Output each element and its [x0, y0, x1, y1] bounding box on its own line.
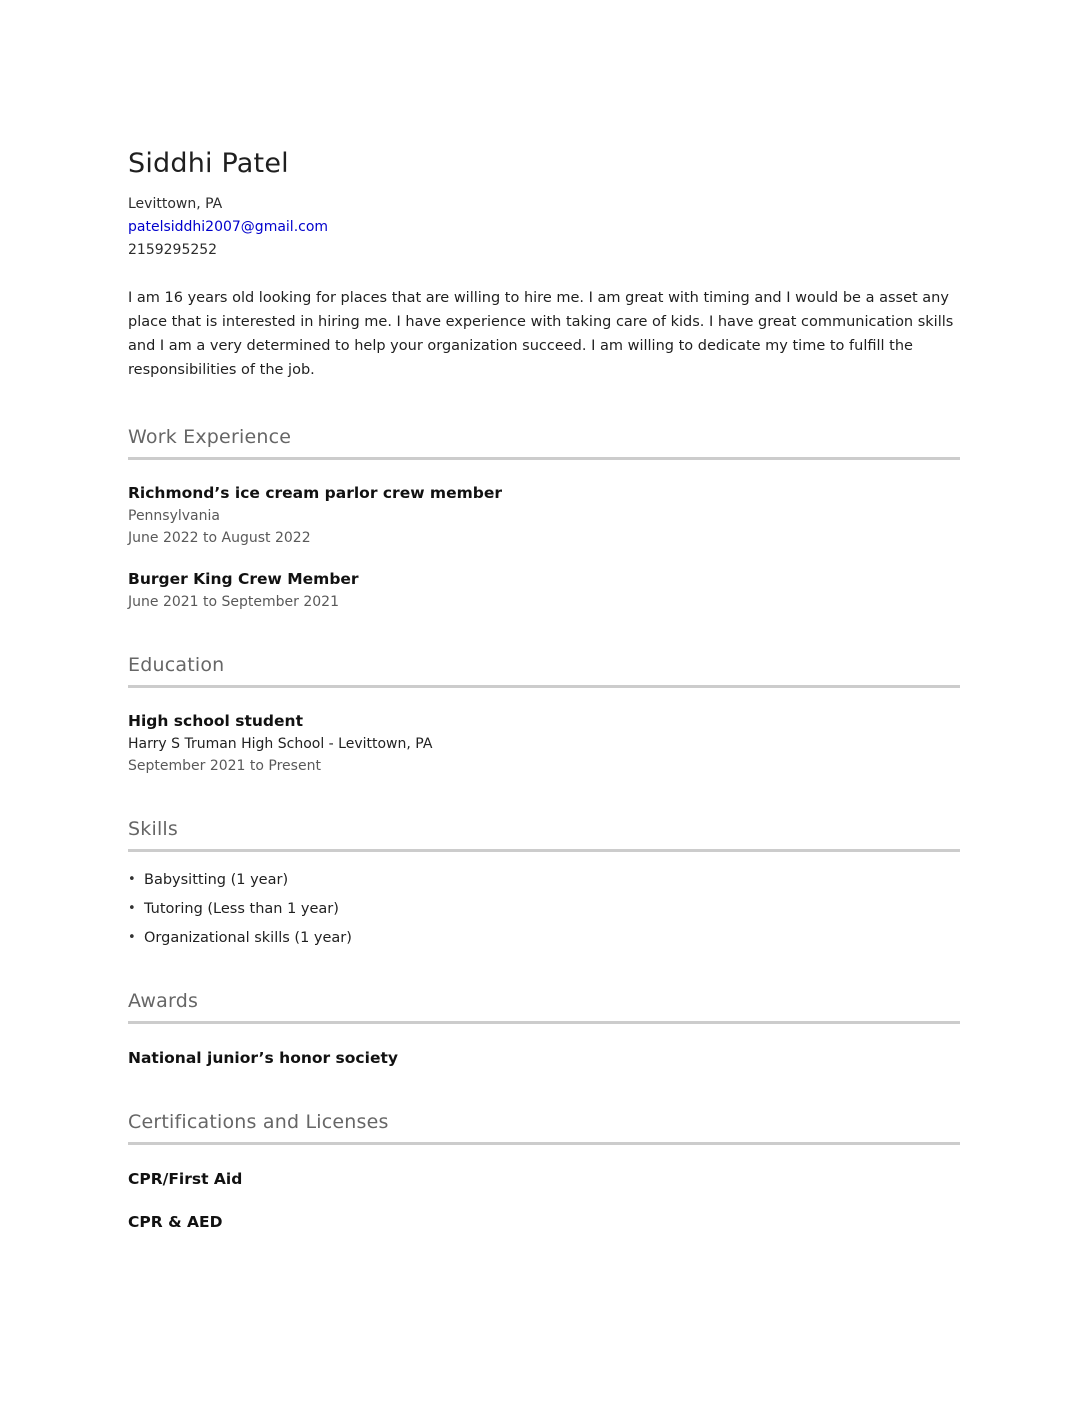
section-divider — [128, 1021, 960, 1024]
section-title-certifications: Certifications and Licenses — [128, 1111, 389, 1133]
award-item: National junior’s honor society — [128, 1049, 398, 1067]
skill-item — [128, 901, 960, 917]
bullet-icon: • — [128, 930, 136, 945]
certification-item: CPR & AED — [128, 1213, 223, 1231]
job-location: Pennsylvania — [128, 508, 220, 524]
section-education — [128, 654, 960, 774]
section-work-experience — [128, 426, 960, 610]
skill-label: Organizational skills (1 year) — [144, 930, 352, 946]
section-divider — [128, 457, 960, 460]
skill-item — [128, 872, 960, 888]
job-dates: June 2021 to September 2021 — [128, 594, 339, 610]
email-link[interactable]: patelsiddhi2007@gmail.com — [128, 219, 329, 235]
skill-item — [128, 930, 960, 946]
section-title-work-experience: Work Experience — [128, 426, 292, 448]
certification-item: CPR/First Aid — [128, 1170, 243, 1188]
resume-name: Siddhi Patel — [128, 148, 289, 179]
skill-label: Tutoring (Less than 1 year) — [144, 901, 339, 917]
contact-phone: 2159295252 — [128, 242, 218, 258]
contact-email-row — [128, 216, 960, 239]
education-degree: High school student — [128, 712, 303, 730]
skill-label: Babysitting (1 year) — [144, 872, 289, 888]
contact-block — [128, 193, 960, 262]
job-title: Burger King Crew Member — [128, 570, 359, 588]
contact-location: Levittown, PA — [128, 196, 223, 212]
bullet-icon: • — [128, 901, 136, 916]
section-awards — [128, 990, 960, 1067]
section-divider — [128, 1142, 960, 1145]
job-entry — [128, 484, 960, 546]
section-divider — [128, 685, 960, 688]
job-entry — [128, 570, 960, 610]
education-dates: September 2021 to Present — [128, 758, 321, 774]
education-school: Harry S Truman High School - Levittown, PA — [128, 736, 433, 752]
skills-list — [128, 872, 960, 946]
section-skills — [128, 818, 960, 946]
section-divider — [128, 849, 960, 852]
job-title: Richmond’s ice cream parlor crew member — [128, 484, 502, 502]
education-entry — [128, 712, 960, 774]
section-certifications — [128, 1111, 960, 1231]
bullet-icon: • — [128, 872, 136, 887]
summary-text: I am 16 years old looking for places that are willing to hire me. I am great with timing and I would be a asset any place that is interested in hiring me. I have experience with taking care of kids. I have great communication skills and I am a very determined to help your organization succeed. I am willing to dedicate my time to fulfill the responsibilities of the job. — [128, 290, 954, 378]
section-title-skills: Skills — [128, 818, 178, 840]
section-title-education: Education — [128, 654, 225, 676]
job-dates: June 2022 to August 2022 — [128, 530, 311, 546]
section-title-awards: Awards — [128, 990, 199, 1012]
